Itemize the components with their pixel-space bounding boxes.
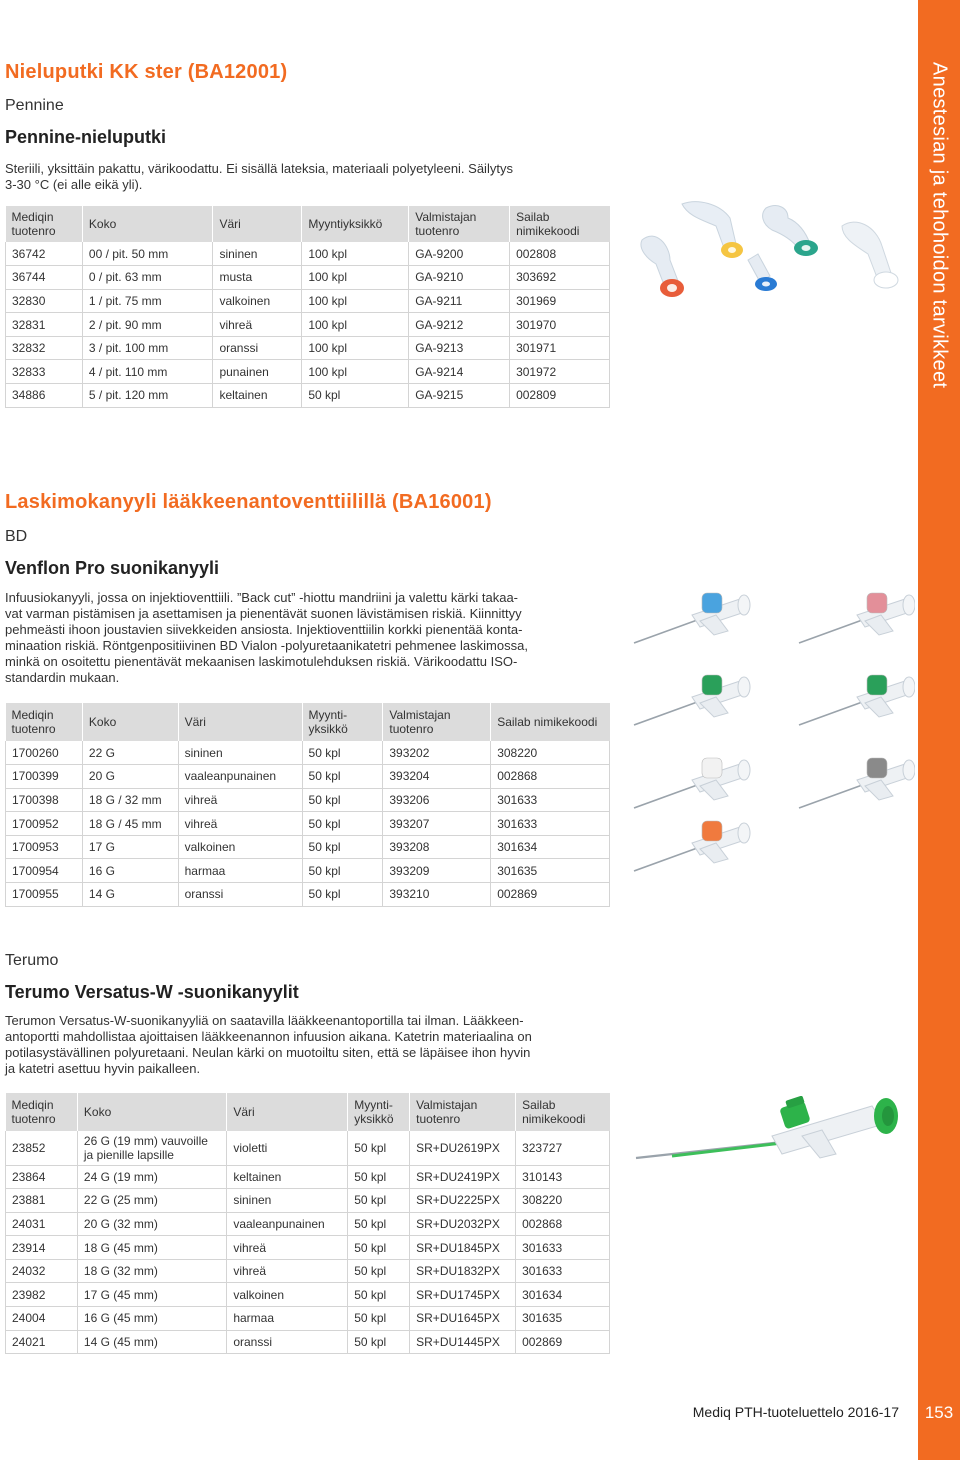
table-cell: 308220 xyxy=(491,741,610,765)
table-row xyxy=(6,336,610,360)
description-line: potilasystävällinen polyuretaani. Neulan kärki on muotoiltu siten, että se läpäisee ihon hyvin xyxy=(5,1045,531,1060)
table-cell: 18 G / 32 mm xyxy=(82,788,178,812)
venflon-table xyxy=(5,703,610,907)
table-row xyxy=(6,1330,610,1354)
table-cell: vaaleanpunainen xyxy=(227,1212,348,1236)
table-cell: 393208 xyxy=(383,835,491,859)
table-cell: 24031 xyxy=(6,1212,78,1236)
table-cell: musta xyxy=(213,266,302,290)
table-cell: 100 kpl xyxy=(302,336,409,360)
header-cell: Valmistajan tuotenro xyxy=(409,206,510,242)
table-row xyxy=(6,1212,610,1236)
table-cell: 50 kpl xyxy=(348,1236,410,1260)
table-cell: SR+DU2619PX xyxy=(410,1131,516,1165)
product-terumo: Terumo Versatus-W -suonikanyylit xyxy=(5,982,299,1002)
header-cell: Koko xyxy=(77,1093,226,1131)
table-cell: 002868 xyxy=(491,765,610,789)
table-cell: 24 G (19 mm) xyxy=(77,1165,226,1189)
table-row xyxy=(6,741,610,765)
table-cell: 002869 xyxy=(516,1330,610,1354)
airway-tube-green xyxy=(763,206,818,256)
table-cell: 23982 xyxy=(6,1283,78,1307)
table-cell: sininen xyxy=(227,1189,348,1213)
table-row xyxy=(6,242,610,266)
table-row xyxy=(6,835,610,859)
table-cell: 393206 xyxy=(383,788,491,812)
table-cell: 301970 xyxy=(510,313,610,337)
table-row xyxy=(6,812,610,836)
header-cell: Sailab nimikekoodi xyxy=(510,206,610,242)
table-row xyxy=(6,384,610,408)
table-cell: 393210 xyxy=(383,883,491,907)
description-terumo xyxy=(5,1013,610,1077)
table-cell: 301635 xyxy=(516,1307,610,1331)
table-cell: 24004 xyxy=(6,1307,78,1331)
table-row xyxy=(6,1236,610,1260)
table-row xyxy=(6,788,610,812)
header-cell: Mediqin tuotenro xyxy=(6,703,83,741)
table-cell: 002869 xyxy=(491,883,610,907)
table-cell: 50 kpl xyxy=(302,384,409,408)
table-row xyxy=(6,765,610,789)
airway-product-image xyxy=(636,198,906,308)
table-row xyxy=(6,360,610,384)
table-cell: 303692 xyxy=(510,266,610,290)
table-cell: 002868 xyxy=(516,1212,610,1236)
table-cell: 17 G xyxy=(82,835,178,859)
table-cell: 23881 xyxy=(6,1189,78,1213)
table-cell: 50 kpl xyxy=(302,883,383,907)
table-cell: 16 G (45 mm) xyxy=(77,1307,226,1331)
table-cell: 393209 xyxy=(383,859,491,883)
table-cell: 50 kpl xyxy=(348,1165,410,1189)
table-cell: vihreä xyxy=(178,812,302,836)
description-line: Terumon Versatus-W-suonikanyyliä on saatavilla lääkkeenantoportilla tai ilman. Lääkkeen- xyxy=(5,1013,524,1028)
table-cell: SR+DU1745PX xyxy=(410,1283,516,1307)
table-cell: 323727 xyxy=(516,1131,610,1165)
table-cell: 23914 xyxy=(6,1236,78,1260)
table-cell: 301633 xyxy=(491,788,610,812)
table-cell: 14 G (45 mm) xyxy=(77,1330,226,1354)
table-cell: 100 kpl xyxy=(302,313,409,337)
brand-terumo: Terumo xyxy=(5,952,59,969)
table-cell: GA-9213 xyxy=(409,336,510,360)
table-cell: 18 G (32 mm) xyxy=(77,1259,226,1283)
cannula-4 xyxy=(799,675,915,725)
table-cell: 310143 xyxy=(516,1165,610,1189)
table-cell: 14 G xyxy=(82,883,178,907)
table-cell: 36742 xyxy=(6,242,83,266)
description-airway xyxy=(5,161,610,193)
table-cell: 50 kpl xyxy=(348,1307,410,1331)
table-cell: 16 G xyxy=(82,859,178,883)
table-cell: 393202 xyxy=(383,741,491,765)
table-cell: 1700398 xyxy=(6,788,83,812)
table-cell: harmaa xyxy=(178,859,302,883)
description-line: antoportti mahdollistaa ajoittaisen lääkkeenannon infuusion aikana. Katetrin materiaalina on xyxy=(5,1029,532,1044)
table-cell: GA-9212 xyxy=(409,313,510,337)
table-cell: GA-9214 xyxy=(409,360,510,384)
table-cell: SR+DU1445PX xyxy=(410,1330,516,1354)
table-cell: 50 kpl xyxy=(348,1330,410,1354)
table-cell: 1700954 xyxy=(6,859,83,883)
table-cell: 100 kpl xyxy=(302,289,409,313)
table-cell: 301633 xyxy=(491,812,610,836)
table-cell: 5 / pit. 120 mm xyxy=(82,384,213,408)
table-cell: oranssi xyxy=(178,883,302,907)
table-cell: 3 / pit. 100 mm xyxy=(82,336,213,360)
table-cell: 002808 xyxy=(510,242,610,266)
table-cell: 22 G xyxy=(82,741,178,765)
header-cell: Sailab nimikekoodi xyxy=(516,1093,610,1131)
table-cell: 32832 xyxy=(6,336,83,360)
table-cell: 50 kpl xyxy=(348,1259,410,1283)
header-cell: Koko xyxy=(82,703,178,741)
table-cell: vaaleanpunainen xyxy=(178,765,302,789)
cannula-6 xyxy=(799,758,915,808)
table-row xyxy=(6,1307,610,1331)
table-cell: 1700399 xyxy=(6,765,83,789)
table-cell: 50 kpl xyxy=(302,765,383,789)
airway-table xyxy=(5,206,610,408)
table-cell: 0 / pit. 63 mm xyxy=(82,266,213,290)
sidebar-title: Anestesian ja tehohoidon tarvikkeet xyxy=(928,62,951,389)
header-cell: Koko xyxy=(82,206,213,242)
header-cell: Myyntiyksikkö xyxy=(302,206,409,242)
table-cell: 17 G (45 mm) xyxy=(77,1283,226,1307)
cannula-3 xyxy=(634,675,750,725)
table-cell: 24021 xyxy=(6,1330,78,1354)
table-row xyxy=(6,1165,610,1189)
table-header-row xyxy=(6,1093,610,1131)
table-cell: 1 / pit. 75 mm xyxy=(82,289,213,313)
table-cell: 50 kpl xyxy=(348,1212,410,1236)
table-cell: 301969 xyxy=(510,289,610,313)
description-line: Steriili, yksittäin pakattu, värikoodattu. Ei sisällä lateksia, materiaali polyetyleeni. Säilytys xyxy=(5,161,513,176)
cannula-2 xyxy=(799,593,915,643)
table-cell: 32831 xyxy=(6,313,83,337)
brand-pennine: Pennine xyxy=(5,97,64,114)
table-cell: SR+DU1645PX xyxy=(410,1307,516,1331)
table-cell: 301633 xyxy=(516,1259,610,1283)
description-line: vat varman pistämisen ja asettamisen ja pienentävät suonen lävistämisen riskiä. Kiinnittyy xyxy=(5,606,522,621)
table-cell: GA-9200 xyxy=(409,242,510,266)
header-cell: Sailab nimikekoodi xyxy=(491,703,610,741)
header-cell: Väri xyxy=(227,1093,348,1131)
table-row xyxy=(6,883,610,907)
table-cell: 301634 xyxy=(491,835,610,859)
airway-tube-orange xyxy=(641,236,684,297)
table-cell: 50 kpl xyxy=(302,812,383,836)
terumo-product-image xyxy=(632,1096,912,1206)
table-cell: violetti xyxy=(227,1131,348,1165)
catalog-title: Mediq PTH-tuoteluettelo 2016-17 xyxy=(692,1404,899,1420)
description-line: minkä on osoitettu pienentävät mekaanisen laskimotulehduksen riskiä. Värikoodattu ISO- xyxy=(5,654,518,669)
table-row xyxy=(6,859,610,883)
table-cell: 24032 xyxy=(6,1259,78,1283)
product-pennine: Pennine-nieluputki xyxy=(5,127,167,147)
table-cell: keltainen xyxy=(213,384,302,408)
table-cell: sininen xyxy=(178,741,302,765)
table-cell: 50 kpl xyxy=(348,1131,410,1165)
table-cell: harmaa xyxy=(227,1307,348,1331)
cannula-5 xyxy=(634,758,750,808)
table-cell: SR+DU1845PX xyxy=(410,1236,516,1260)
table-cell: GA-9211 xyxy=(409,289,510,313)
table-cell: keltainen xyxy=(227,1165,348,1189)
cannula-7 xyxy=(634,821,750,871)
table-cell: 393204 xyxy=(383,765,491,789)
table-cell: punainen xyxy=(213,360,302,384)
airway-tube-yellow xyxy=(682,202,743,258)
table-row xyxy=(6,1189,610,1213)
table-cell: 23864 xyxy=(6,1165,78,1189)
table-cell: 2 / pit. 90 mm xyxy=(82,313,213,337)
header-cell: Myynti-yksikkö xyxy=(348,1093,410,1131)
table-cell: 50 kpl xyxy=(302,741,383,765)
header-cell: Väri xyxy=(213,206,302,242)
table-cell: oranssi xyxy=(227,1330,348,1354)
table-header-row xyxy=(6,703,610,741)
table-cell: sininen xyxy=(213,242,302,266)
table-row xyxy=(6,1283,610,1307)
table-cell: 100 kpl xyxy=(302,242,409,266)
header-cell: Väri xyxy=(178,703,302,741)
description-line: Infuusiokanyyli, jossa on injektioventtiili. ”Back cut” -hiottu mandriini ja valettu kärki takaa- xyxy=(5,590,519,605)
description-line: pehmeästi ihoon joustavien siivekkeiden ansiosta. Injektioventtiilin korkki pienentää konta- xyxy=(5,622,523,637)
airway-tube-blue xyxy=(748,254,777,291)
header-cell: Valmistajan tuotenro xyxy=(410,1093,516,1131)
table-cell: 23852 xyxy=(6,1131,78,1165)
airway-tube-clear xyxy=(842,222,898,288)
table-cell: 18 G (45 mm) xyxy=(77,1236,226,1260)
table-cell: vihreä xyxy=(227,1236,348,1260)
header-cell: Valmistajan tuotenro xyxy=(383,703,491,741)
table-row xyxy=(6,266,610,290)
table-cell: vihreä xyxy=(213,313,302,337)
table-cell: GA-9215 xyxy=(409,384,510,408)
table-cell: SR+DU2032PX xyxy=(410,1212,516,1236)
table-cell: SR+DU2419PX xyxy=(410,1165,516,1189)
table-cell: 36744 xyxy=(6,266,83,290)
table-cell: valkoinen xyxy=(178,835,302,859)
header-cell: Mediqin tuotenro xyxy=(6,1093,78,1131)
table-cell: oranssi xyxy=(213,336,302,360)
table-row xyxy=(6,1259,610,1283)
description-line: standardin mukaan. xyxy=(5,670,120,685)
table-cell: 100 kpl xyxy=(302,266,409,290)
table-cell: 50 kpl xyxy=(348,1283,410,1307)
table-cell: 308220 xyxy=(516,1189,610,1213)
table-cell: 1700953 xyxy=(6,835,83,859)
table-cell: 34886 xyxy=(6,384,83,408)
section-title-cannula: Laskimokanyyli lääkkeenantoventtiilillä (BA16001) xyxy=(5,491,492,513)
table-cell: 32833 xyxy=(6,360,83,384)
table-cell: GA-9210 xyxy=(409,266,510,290)
description-line: minaation riskiä. Röntgenpositiivinen BD Vialon -polyuretaanikatetri pehmenee laskimossa, xyxy=(5,638,528,653)
table-cell: 00 / pit. 50 mm xyxy=(82,242,213,266)
table-cell: 301634 xyxy=(516,1283,610,1307)
table-cell: vihreä xyxy=(227,1259,348,1283)
table-cell: 1700260 xyxy=(6,741,83,765)
table-cell: SR+DU1832PX xyxy=(410,1259,516,1283)
table-cell: 1700952 xyxy=(6,812,83,836)
table-row xyxy=(6,1131,610,1165)
table-cell: SR+DU2225PX xyxy=(410,1189,516,1213)
table-cell: 393207 xyxy=(383,812,491,836)
page-number: 153 xyxy=(924,1403,954,1422)
table-cell: 22 G (25 mm) xyxy=(77,1189,226,1213)
section-title-airway: Nieluputki KK ster (BA12001) xyxy=(5,61,288,83)
table-cell: 301972 xyxy=(510,360,610,384)
product-venflon: Venflon Pro suonikanyyli xyxy=(5,558,220,578)
terumo-cannula xyxy=(636,1096,898,1158)
table-cell: 301971 xyxy=(510,336,610,360)
header-cell: Mediqin tuotenro xyxy=(6,206,83,242)
table-cell: 002809 xyxy=(510,384,610,408)
table-cell: 20 G xyxy=(82,765,178,789)
table-cell: 50 kpl xyxy=(302,835,383,859)
brand-bd: BD xyxy=(5,528,28,545)
table-cell: 50 kpl xyxy=(348,1189,410,1213)
description-line: ja katetri asettuu hyvin paikalleen. xyxy=(5,1061,201,1076)
table-cell: 26 G (19 mm) vauvoille ja pienille lapsille xyxy=(77,1131,226,1165)
terumo-table xyxy=(5,1093,610,1354)
table-cell: valkoinen xyxy=(213,289,302,313)
table-row xyxy=(6,313,610,337)
table-cell: vihreä xyxy=(178,788,302,812)
table-cell: 50 kpl xyxy=(302,788,383,812)
table-cell: 50 kpl xyxy=(302,859,383,883)
cannula-1 xyxy=(634,593,750,643)
table-cell: 301635 xyxy=(491,859,610,883)
table-cell: 301633 xyxy=(516,1236,610,1260)
table-cell: 32830 xyxy=(6,289,83,313)
description-venflon xyxy=(5,590,610,686)
table-cell: valkoinen xyxy=(227,1283,348,1307)
table-cell: 1700955 xyxy=(6,883,83,907)
header-cell: Myynti-yksikkö xyxy=(302,703,383,741)
table-cell: 4 / pit. 110 mm xyxy=(82,360,213,384)
table-cell: 18 G / 45 mm xyxy=(82,812,178,836)
table-header-row xyxy=(6,206,610,242)
table-cell: 100 kpl xyxy=(302,360,409,384)
description-line: 3-30 °C (ei alle eikä yli). xyxy=(5,177,143,192)
table-row xyxy=(6,289,610,313)
cannula-product-image xyxy=(630,585,915,875)
table-cell: 20 G (32 mm) xyxy=(77,1212,226,1236)
